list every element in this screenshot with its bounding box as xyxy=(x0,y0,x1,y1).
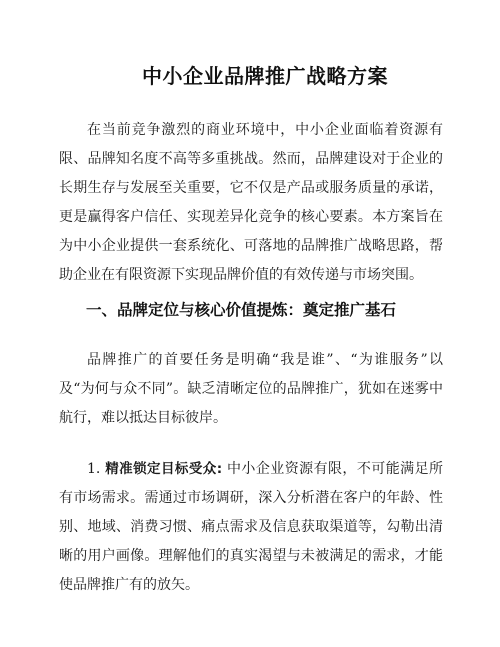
section-paragraph: 品牌推广的首要任务是明确“我是谁”、“为谁服务”以及“为何与众不同”。缺乏清晰定位的品牌推广，犹如在迷雾中航行，难以抵达目标彼岸。 xyxy=(59,352,443,426)
section-heading: 一、品牌定位与核心价值提炼：奠定推广基石 xyxy=(86,301,397,319)
list-item xyxy=(59,455,443,600)
list-item-number: 1. xyxy=(87,461,101,477)
intro-paragraph: 在当前竞争激烈的商业环境中，中小企业面临着资源有限、品牌知名度不高等多重挑战。然而，品牌建设对于企业的长期生存与发展至关重要，它不仅是产品或服务质量的承诺，更是赢得客户信任、实现差异化竞争的核心要素。本方案旨在为中小企业提供一套系统化、可落地的品牌推广战略思路，帮助企业在有限资源下实现品牌价值的有效传递与市场突围。 xyxy=(59,122,443,283)
list-item-text: 中小企业资源有限，不可能满足所有市场需求。需通过市场调研，深入分析潜在客户的年龄、性别、地域、消费习惯、痛点需求及信息获取渠道等，勾勒出清晰的用户画像。理解他们的真实渴望与未被满足的需求，才能使品牌推广有的放矢。 xyxy=(59,461,444,593)
list-item-label: 精准锁定目标受众: xyxy=(105,461,223,477)
document-title: 中小企业品牌推广战略方案 xyxy=(142,64,388,88)
